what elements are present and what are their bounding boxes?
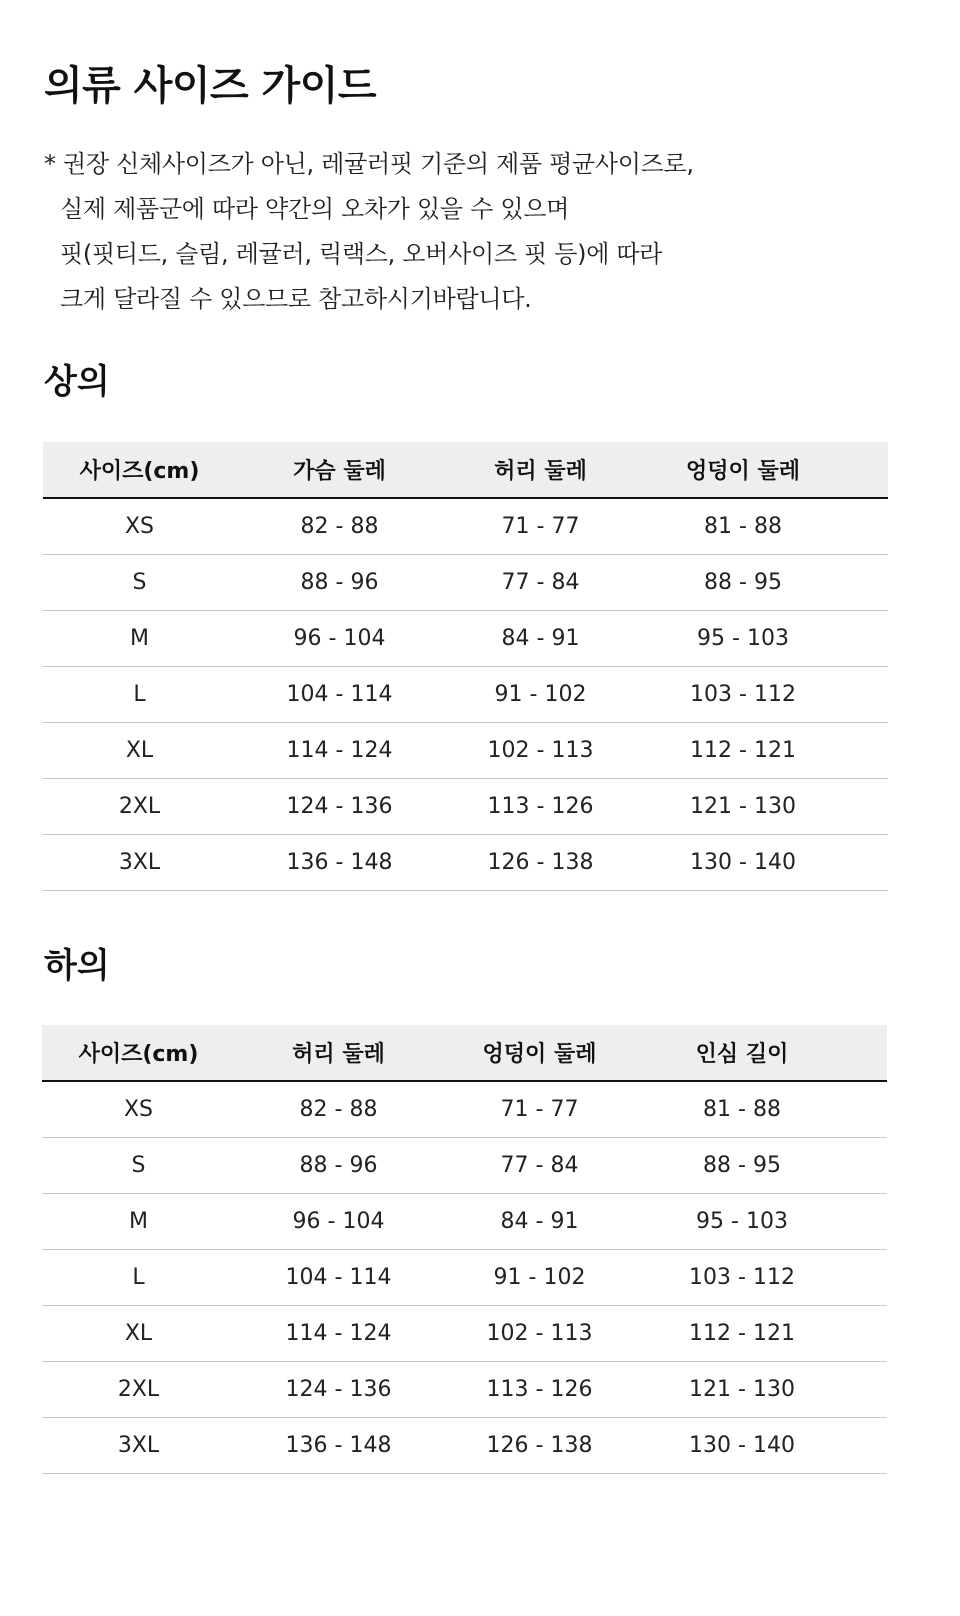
spacer-cell <box>848 667 888 723</box>
spacer-cell <box>848 555 888 611</box>
size-cell: M <box>42 1194 235 1250</box>
waist-cell: 124 - 136 <box>235 1362 442 1418</box>
waist-cell: 91 - 102 <box>443 667 638 723</box>
spacer-cell <box>848 723 888 779</box>
table-row <box>43 667 888 723</box>
hip-cell: 126 - 138 <box>442 1418 637 1474</box>
size-cell: 3XL <box>43 835 236 891</box>
notice-line: * 권장 신체사이즈가 아닌, 레귤러핏 기준의 제품 평균사이즈로, <box>44 150 694 178</box>
waist-cell: 104 - 114 <box>235 1250 442 1306</box>
spacer-cell <box>848 611 888 667</box>
size-cell: M <box>43 611 236 667</box>
waist-cell: 114 - 124 <box>235 1306 442 1362</box>
hip-cell: 103 - 112 <box>638 667 848 723</box>
bottoms-section-title: 하의 <box>44 946 110 986</box>
size-cell: S <box>43 555 236 611</box>
hip-cell: 130 - 140 <box>638 835 848 891</box>
table-row <box>43 723 888 779</box>
table-row <box>43 779 888 835</box>
spacer-cell <box>848 835 888 891</box>
waist-cell: 96 - 104 <box>235 1194 442 1250</box>
spacer-cell <box>847 1362 887 1418</box>
header-waist: 허리 둘레 <box>235 1025 442 1081</box>
chest-cell: 96 - 104 <box>236 611 443 667</box>
size-cell: L <box>43 667 236 723</box>
inseam-cell: 121 - 130 <box>637 1362 847 1418</box>
hip-cell: 102 - 113 <box>442 1306 637 1362</box>
header-spacer <box>848 442 888 498</box>
notice-line: 크게 달라질 수 있으므로 참고하시기바랍니다. <box>60 285 532 313</box>
size-cell: 2XL <box>42 1362 235 1418</box>
tops-size-table <box>43 442 888 891</box>
table-row <box>42 1194 887 1250</box>
header-spacer <box>847 1025 887 1081</box>
waist-cell: 136 - 148 <box>235 1418 442 1474</box>
spacer-cell <box>847 1081 887 1138</box>
spacer-cell <box>848 779 888 835</box>
table-row <box>43 555 888 611</box>
spacer-cell <box>847 1138 887 1194</box>
hip-cell: 91 - 102 <box>442 1250 637 1306</box>
waist-cell: 71 - 77 <box>443 498 638 555</box>
table-row <box>43 835 888 891</box>
size-cell: XS <box>43 498 236 555</box>
hip-cell: 77 - 84 <box>442 1138 637 1194</box>
hip-cell: 84 - 91 <box>442 1194 637 1250</box>
spacer-cell <box>847 1306 887 1362</box>
hip-cell: 81 - 88 <box>638 498 848 555</box>
waist-cell: 126 - 138 <box>443 835 638 891</box>
header-hip: 엉덩이 둘레 <box>638 442 848 498</box>
waist-cell: 88 - 96 <box>235 1138 442 1194</box>
waist-cell: 77 - 84 <box>443 555 638 611</box>
inseam-cell: 130 - 140 <box>637 1418 847 1474</box>
table-row <box>43 611 888 667</box>
bottoms-size-table <box>42 1025 887 1474</box>
spacer-cell <box>848 498 888 555</box>
inseam-cell: 81 - 88 <box>637 1081 847 1138</box>
chest-cell: 136 - 148 <box>236 835 443 891</box>
size-cell: XL <box>42 1306 235 1362</box>
table-row <box>42 1081 887 1138</box>
size-cell: XL <box>43 723 236 779</box>
inseam-cell: 88 - 95 <box>637 1138 847 1194</box>
waist-cell: 84 - 91 <box>443 611 638 667</box>
chest-cell: 88 - 96 <box>236 555 443 611</box>
table-header-row <box>42 1025 887 1081</box>
size-cell: XS <box>42 1081 235 1138</box>
hip-cell: 113 - 126 <box>442 1362 637 1418</box>
notice-line: 실제 제품군에 따라 약간의 오차가 있을 수 있으며 <box>60 195 569 223</box>
table-row <box>42 1138 887 1194</box>
hip-cell: 121 - 130 <box>638 779 848 835</box>
waist-cell: 82 - 88 <box>235 1081 442 1138</box>
size-cell: 2XL <box>43 779 236 835</box>
chest-cell: 114 - 124 <box>236 723 443 779</box>
header-chest: 가슴 둘레 <box>236 442 443 498</box>
notice-line: 핏(핏티드, 슬림, 레귤러, 릭랙스, 오버사이즈 핏 등)에 따라 <box>60 240 663 268</box>
table-header-row <box>43 442 888 498</box>
waist-cell: 113 - 126 <box>443 779 638 835</box>
table-row <box>42 1250 887 1306</box>
header-size: 사이즈(cm) <box>43 442 236 498</box>
page-title: 의류 사이즈 가이드 <box>44 63 376 109</box>
chest-cell: 104 - 114 <box>236 667 443 723</box>
header-size: 사이즈(cm) <box>42 1025 235 1081</box>
size-cell: L <box>42 1250 235 1306</box>
chest-cell: 82 - 88 <box>236 498 443 555</box>
waist-cell: 102 - 113 <box>443 723 638 779</box>
table-row <box>42 1418 887 1474</box>
tops-section-title: 상의 <box>44 362 110 402</box>
table-row <box>42 1362 887 1418</box>
size-cell: 3XL <box>42 1418 235 1474</box>
spacer-cell <box>847 1194 887 1250</box>
table-row <box>42 1306 887 1362</box>
inseam-cell: 112 - 121 <box>637 1306 847 1362</box>
size-notice <box>44 142 694 322</box>
hip-cell: 71 - 77 <box>442 1081 637 1138</box>
inseam-cell: 103 - 112 <box>637 1250 847 1306</box>
size-cell: S <box>42 1138 235 1194</box>
hip-cell: 88 - 95 <box>638 555 848 611</box>
chest-cell: 124 - 136 <box>236 779 443 835</box>
spacer-cell <box>847 1250 887 1306</box>
spacer-cell <box>847 1418 887 1474</box>
hip-cell: 95 - 103 <box>638 611 848 667</box>
header-inseam: 인심 길이 <box>637 1025 847 1081</box>
inseam-cell: 95 - 103 <box>637 1194 847 1250</box>
header-waist: 허리 둘레 <box>443 442 638 498</box>
header-hip: 엉덩이 둘레 <box>442 1025 637 1081</box>
table-row <box>43 498 888 555</box>
hip-cell: 112 - 121 <box>638 723 848 779</box>
